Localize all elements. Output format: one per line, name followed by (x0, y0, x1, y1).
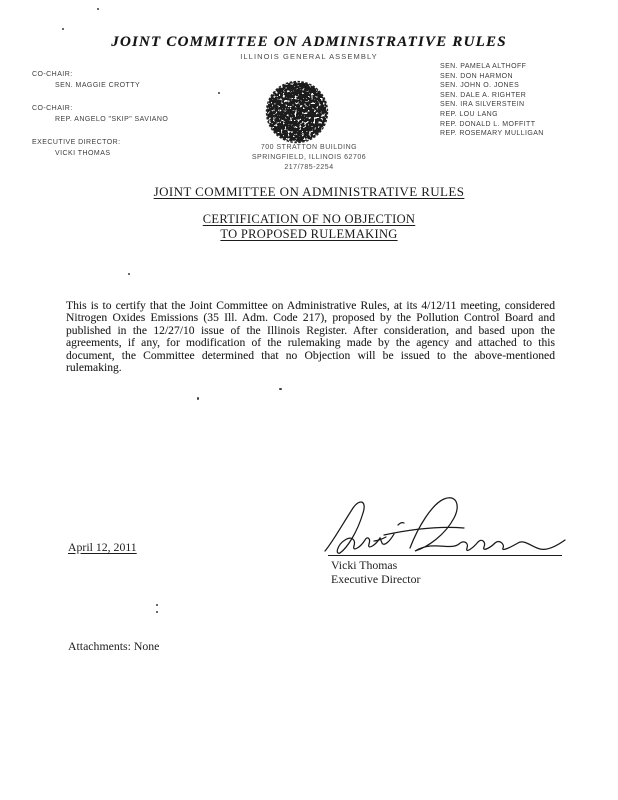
committee-members-list (440, 62, 610, 139)
scan-artifact (128, 273, 130, 275)
member-name: SEN. IRA SILVERSTEIN (440, 101, 525, 109)
member-name: SEN. DALE A. RIGHTER (440, 91, 527, 99)
officer-role: EXECUTIVE DIRECTOR: (32, 139, 121, 146)
document-heading-text: JOINT COMMITTEE ON ADMINISTRATIVE RULES (153, 184, 465, 199)
scan-artifact (218, 92, 220, 94)
certification-heading (0, 212, 618, 241)
certification-line-2: TO PROPOSED RULEMAKING (220, 226, 398, 241)
signer-title: Executive Director (331, 572, 421, 586)
scan-artifact (97, 8, 99, 10)
letterhead-title: JOINT COMMITTEE ON ADMINISTRATIVE RULES (111, 34, 507, 50)
address-line-2: SPRINGFIELD, ILLINOIS 62706 (251, 154, 367, 161)
scan-artifact (279, 388, 282, 390)
date-line: April 12, 2011 (68, 540, 137, 554)
officers-list (32, 69, 222, 171)
officer-executive-director (32, 137, 222, 159)
member-name: REP. ROSEMARY MULLIGAN (440, 130, 544, 138)
attachments-note: Attachments: None (68, 639, 160, 653)
scan-artifact (62, 28, 64, 30)
member-name: SEN. JOHN O. JONES (440, 82, 520, 90)
scan-artifact (197, 397, 199, 400)
scan-artifact (156, 611, 158, 613)
document-heading (0, 184, 618, 200)
officer-name: SEN. MAGGIE CROTTY (55, 82, 141, 89)
officer-role: CO-CHAIR: (32, 105, 73, 112)
member-name: SEN. DON HARMON (440, 72, 513, 80)
scan-artifact (156, 604, 158, 606)
certification-line-1: CERTIFICATION OF NO OBJECTION (202, 212, 416, 226)
signature-line (328, 555, 562, 556)
letterhead-address (209, 143, 409, 173)
address-phone: 217/785-2254 (284, 164, 334, 171)
officer-name: VICKI THOMAS (55, 150, 111, 157)
member-name: REP. DONALD L. MOFFITT (440, 120, 536, 128)
officer-cochair-2 (32, 103, 222, 125)
member-name: SEN. PAMELA ALTHOFF (440, 63, 527, 70)
officer-role: CO-CHAIR: (32, 71, 73, 78)
certification-body-paragraph: This is to certify that the Joint Committee on Administrative Rules, at its 4/12/11 meeting, considered Nitrogen Oxides Emissions (35 Ill. Adm. Code 217), proposed by the Pollution Control Board and published in the 12/27/10 issue of the Illinois Register. After consideration, and based upon the agreements, if any, for modification of the rulemaking made by the agency and attached to this document, the Committee determined that no Objection will be issued to the above-mentioned rulemaking. (66, 299, 555, 375)
handwritten-signature (322, 495, 568, 559)
signer-name: Vicki Thomas (331, 558, 398, 572)
member-name: REP. LOU LANG (440, 110, 498, 118)
officer-name: REP. ANGELO "SKIP" SAVIANO (55, 116, 169, 123)
officer-cochair-1 (32, 69, 222, 91)
letterhead-subtitle: ILLINOIS GENERAL ASSEMBLY (240, 52, 378, 61)
illinois-state-seal-icon (264, 79, 330, 145)
address-line-1: 700 STRATTON BUILDING (260, 144, 358, 151)
